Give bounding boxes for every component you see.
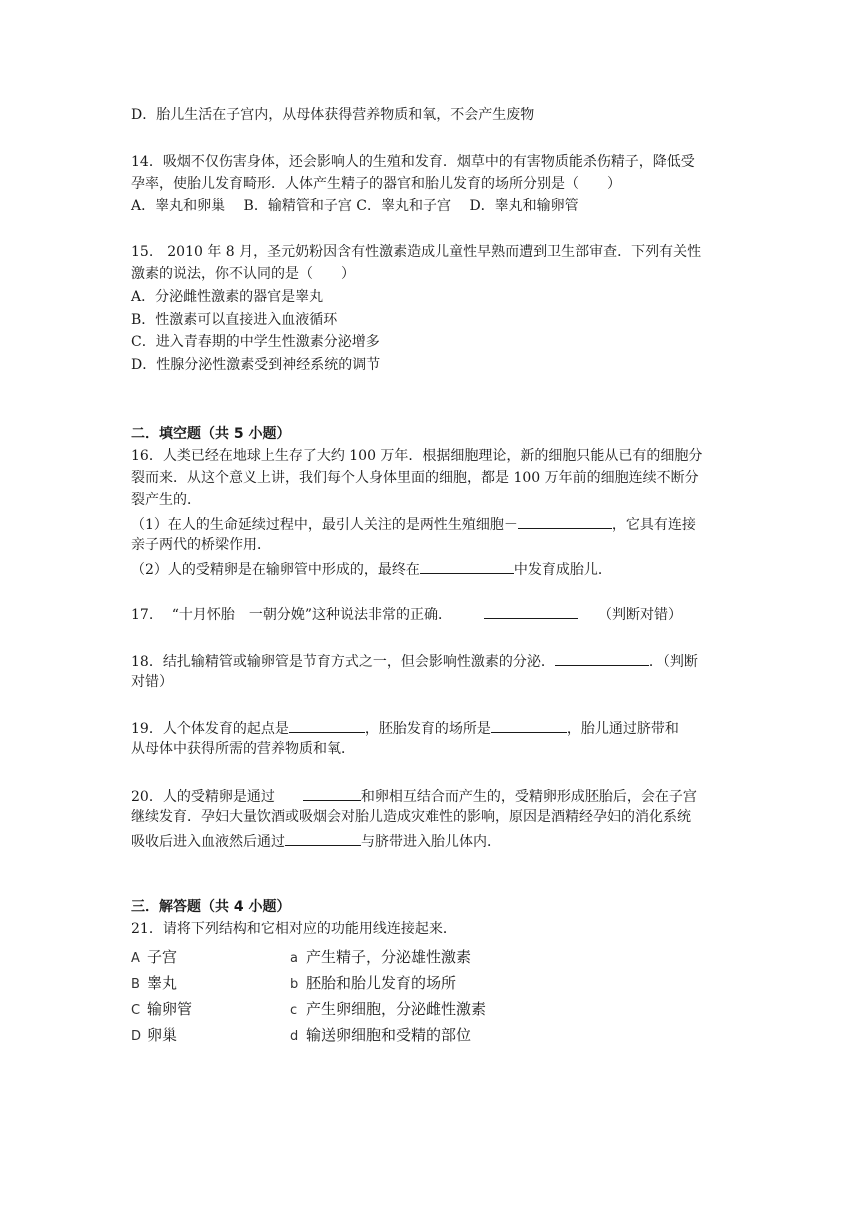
q20-blank-1[interactable] xyxy=(303,785,361,801)
q16-part1-text-b: ，它具有连接 xyxy=(611,517,696,533)
q17-blank[interactable] xyxy=(484,603,578,619)
q18-blank[interactable] xyxy=(555,650,649,666)
q21-right-label: 输送卵细胞和受精的部位 xyxy=(306,1026,472,1044)
q21-left-item-c xyxy=(131,998,192,1022)
q21-right-item-b xyxy=(290,972,456,996)
q21-right-label: 胚胎和胎儿发育的场所 xyxy=(306,974,457,992)
q21-left-key: B xyxy=(131,977,140,992)
q15-option-a: A．分泌雌性激素的器官是睾丸 xyxy=(131,289,324,305)
q16-stem-line1: 16．人类已经在地球上生存了大约 100 万年．根据细胞理论，新的细胞只能从已有的细胞分 xyxy=(131,448,703,464)
q17 xyxy=(131,603,682,625)
q14-stem-line1: 14．吸烟不仅伤害身体，还会影响人的生殖和发育．烟草中的有害物质能杀伤精子，降低受 xyxy=(131,154,695,170)
q21-left-key: A xyxy=(131,951,140,966)
q20-line2: 继续发育．孕妇大量饮酒或吸烟会对胎儿造成灾难性的影响，原因是酒精经孕妇的消化系统 xyxy=(131,809,691,825)
q15-stem-line2: 激素的说法，你不认同的是（ ） xyxy=(131,266,355,282)
q21-right-item-a xyxy=(290,946,471,970)
q16-part1-line1 xyxy=(131,513,696,535)
q16-part1-blank[interactable] xyxy=(518,513,612,529)
q21-left-item-a xyxy=(131,946,177,970)
q19-text-a: 19．人个体发育的起点是 xyxy=(131,721,289,737)
q21-right-label: 产生精子，分泌雄性激素 xyxy=(306,948,472,966)
q16-part1-line2: 亲子两代的桥梁作用． xyxy=(131,537,271,553)
q18-line1 xyxy=(131,650,698,672)
q21-left-label: 卵巢 xyxy=(147,1026,178,1044)
q16-part2-text-b: 中发育成胎儿． xyxy=(513,562,612,578)
q19-line1 xyxy=(131,717,679,739)
q16-stem-line2: 裂而来．从这个意义上讲，我们每个人身体里面的细胞，都是 100 万年前的细胞连续不断分 xyxy=(131,470,699,486)
q18-line2: 对错） xyxy=(131,674,173,690)
q21-right-key: d xyxy=(290,1029,299,1044)
q21-right-item-c xyxy=(290,998,486,1022)
section-answer-heading: 三．解答题（共 4 小题） xyxy=(131,899,291,915)
q20-line1 xyxy=(131,785,697,807)
q21-right-item-d xyxy=(290,1024,471,1048)
q14-stem-line2: 孕率，使胎儿发育畸形．人体产生精子的器官和胎儿发育的场所分别是（ ） xyxy=(131,176,621,192)
q15-option-d: D．性腺分泌性激素受到神经系统的调节 xyxy=(131,357,381,373)
section-fill-in-heading: 二．填空题（共 5 小题） xyxy=(131,426,291,442)
q18-text: 18．结扎输精管或输卵管是节育方式之一，但会影响性激素的分泌． xyxy=(131,654,555,670)
q21-left-item-b xyxy=(131,972,177,996)
q19-blank-1[interactable] xyxy=(289,717,365,733)
q13-option-d: D．胎儿生活在子宫内，从母体获得营养物质和氧，不会产生废物 xyxy=(131,107,535,123)
q20-text-a: 20．人的受精卵是通过 xyxy=(131,789,275,805)
q16-part2-blank[interactable] xyxy=(420,558,514,574)
q21-left-item-d xyxy=(131,1024,177,1048)
q16-part2 xyxy=(131,558,612,580)
q17-text: 17. “十月怀胎 一朝分娩”这种说法非常的正确． xyxy=(131,607,453,623)
q21-left-label: 睾丸 xyxy=(147,974,178,992)
q21-right-label: 产生卵细胞，分泌雌性激素 xyxy=(306,1000,487,1018)
q21-right-key: a xyxy=(290,951,298,966)
q16-part2-text-a: （2）人的受精卵是在输卵管中形成的，最终在 xyxy=(131,562,420,578)
q20-text-c: 吸收后进入血液然后通过 xyxy=(131,834,285,850)
q21-left-label: 子宫 xyxy=(147,948,178,966)
q15-option-c: C．进入青春期的中学生性激素分泌增多 xyxy=(131,334,380,350)
q16-stem-line3: 裂产生的． xyxy=(131,492,201,508)
q20-blank-2[interactable] xyxy=(285,830,361,846)
q21-left-label: 输卵管 xyxy=(147,1000,193,1018)
q15-stem-line1: 15. 2010 年 8 月，圣元奶粉因含有性激素造成儿童性早熟而遭到卫生部审查．下列有关性 xyxy=(131,244,702,260)
q19-blank-2[interactable] xyxy=(491,717,567,733)
q15-option-b: B．性激素可以直接进入血液循环 xyxy=(131,312,338,328)
q21-right-key: b xyxy=(290,977,299,992)
q21-stem: 21．请将下列结构和它相对应的功能用线连接起来． xyxy=(131,921,457,937)
q20-text-b: 和卵相互结合而产生的，受精卵形成胚胎后，会在子宫 xyxy=(360,789,697,805)
q18-instruction: ．（判断 xyxy=(648,654,698,670)
q20-text-d: 与脐带进入胎儿体内． xyxy=(361,834,501,850)
q21-left-key: C xyxy=(131,1003,141,1018)
q14-options: A．睾丸和卵巢 B．输精管和子宫 C．睾丸和子宫 D．睾丸和输卵管 xyxy=(131,198,579,214)
q17-instruction: （判断对错） xyxy=(598,607,683,623)
q16-part1-text-a: （1）在人的生命延续过程中，最引人关注的是两性生殖细胞－ xyxy=(131,517,518,533)
q19-text-c: ，胎儿通过脐带和 xyxy=(566,721,679,737)
q19-line2: 从母体中获得所需的营养物质和氧． xyxy=(131,741,355,757)
q19-text-b: ，胚胎发育的场所是 xyxy=(364,721,491,737)
q21-left-key: D xyxy=(131,1029,142,1044)
q21-right-key: c xyxy=(290,1003,298,1018)
q20-line3 xyxy=(131,830,501,852)
